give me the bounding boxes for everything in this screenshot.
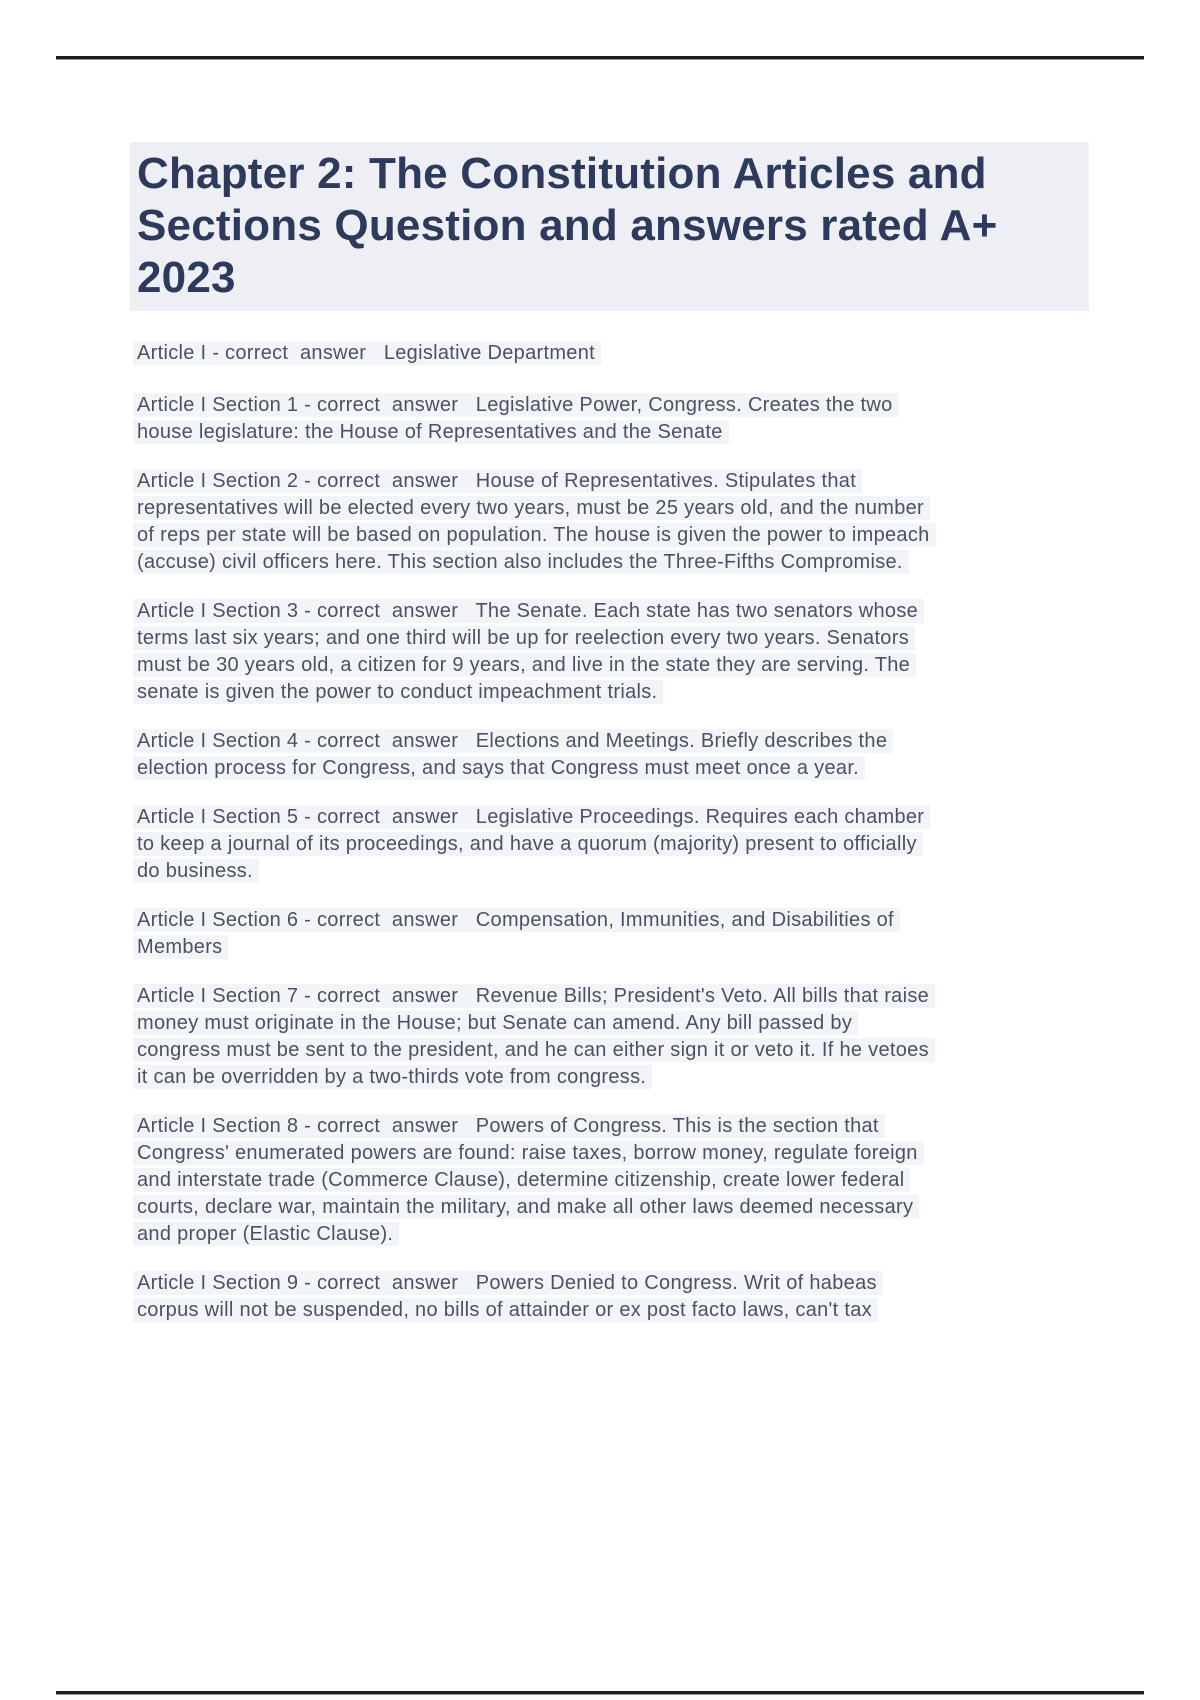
text-line — [137, 1269, 1147, 1296]
highlighted-text: Article I Section 3 - correct answer The Senate. Each state has two senators whose — [133, 599, 924, 623]
highlighted-text: Article I Section 5 - correct answer Legislative Proceedings. Requires each chamber — [133, 805, 930, 829]
text-line — [137, 727, 1147, 754]
document-body — [137, 339, 1147, 1345]
text-line — [137, 1063, 1147, 1090]
qa-paragraph — [137, 339, 1147, 366]
text-line — [137, 1112, 1147, 1139]
text-line — [137, 803, 1147, 830]
text-line — [137, 418, 1147, 445]
highlighted-text: must be 30 years old, a citizen for 9 years, and live in the state they are serving. The — [133, 653, 916, 677]
qa-paragraph — [137, 727, 1147, 781]
page-title-line: Sections Question and answers rated A+ — [137, 201, 998, 250]
qa-paragraph — [137, 906, 1147, 960]
highlighted-text: Article I Section 8 - correct answer Powers of Congress. This is the section that — [133, 1114, 885, 1138]
text-line — [137, 754, 1147, 781]
highlighted-text: of reps per state will be based on population. The house is given the power to impeach — [133, 523, 936, 547]
highlighted-text: Congress' enumerated powers are found: raise taxes, borrow money, regulate foreign — [133, 1141, 924, 1165]
page-title-line: Chapter 2: The Constitution Articles and — [137, 149, 987, 198]
page-title-line: 2023 — [137, 253, 236, 302]
text-line — [137, 651, 1147, 678]
text-line — [137, 391, 1147, 418]
text-line — [137, 906, 1147, 933]
text-line — [137, 933, 1147, 960]
highlighted-text: it can be overridden by a two-thirds vote from congress. — [133, 1065, 652, 1089]
page-title — [130, 142, 1089, 311]
qa-paragraph — [137, 391, 1147, 445]
highlighted-text: congress must be sent to the president, and he can either sign it or veto it. If he vetoes — [133, 1038, 935, 1062]
qa-paragraph — [137, 1269, 1147, 1323]
text-line — [137, 1009, 1147, 1036]
highlighted-text: Members — [133, 935, 228, 959]
highlighted-text: election process for Congress, and says that Congress must meet once a year. — [133, 756, 865, 780]
highlighted-text: terms last six years; and one third will be up for reelection every two years. Senators — [133, 626, 915, 650]
qa-paragraph — [137, 467, 1147, 575]
text-line — [137, 494, 1147, 521]
highlighted-text: and interstate trade (Commerce Clause), determine citizenship, create lower federal — [133, 1168, 910, 1192]
text-line — [137, 982, 1147, 1009]
text-line — [137, 521, 1147, 548]
highlighted-text: do business. — [133, 859, 259, 883]
highlighted-text: Article I Section 2 - correct answer House of Representatives. Stipulates that — [133, 469, 862, 493]
highlighted-text: Article I - correct answer Legislative Department — [133, 341, 601, 365]
text-line — [137, 1193, 1147, 1220]
text-line — [137, 597, 1147, 624]
qa-paragraph — [137, 982, 1147, 1090]
highlighted-text: representatives will be elected every two years, must be 25 years old, and the number — [133, 496, 930, 520]
qa-paragraph — [137, 1112, 1147, 1247]
footer-rule — [56, 1691, 1144, 1694]
text-line — [137, 624, 1147, 651]
highlighted-text: Article I Section 6 - correct answer Compensation, Immunities, and Disabilities of — [133, 908, 900, 932]
text-line — [137, 1036, 1147, 1063]
text-line — [137, 1296, 1147, 1323]
text-line — [137, 830, 1147, 857]
text-line — [137, 678, 1147, 705]
highlighted-text: courts, declare war, maintain the military, and make all other laws deemed necessary — [133, 1195, 919, 1219]
highlighted-text: Article I Section 9 - correct answer Powers Denied to Congress. Writ of habeas — [133, 1271, 883, 1295]
qa-paragraph — [137, 597, 1147, 705]
highlighted-text: Article I Section 7 - correct answer Revenue Bills; President's Veto. All bills that raise — [133, 984, 935, 1008]
text-line — [137, 1220, 1147, 1247]
highlighted-text: (accuse) civil officers here. This section also includes the Three-Fifths Compromise. — [133, 550, 909, 574]
highlighted-text: house legislature: the House of Representatives and the Senate — [133, 420, 729, 444]
text-line — [137, 857, 1147, 884]
highlighted-text: to keep a journal of its proceedings, and have a quorum (majority) present to officially — [133, 832, 923, 856]
header-rule — [56, 56, 1144, 59]
highlighted-text: and proper (Elastic Clause). — [133, 1222, 399, 1246]
text-line — [137, 339, 1147, 366]
highlighted-text: corpus will not be suspended, no bills of attainder or ex post facto laws, can't tax — [133, 1298, 878, 1322]
text-line — [137, 548, 1147, 575]
text-line — [137, 1139, 1147, 1166]
highlighted-text: money must originate in the House; but Senate can amend. Any bill passed by — [133, 1011, 858, 1035]
text-line — [137, 467, 1147, 494]
highlighted-text: senate is given the power to conduct impeachment trials. — [133, 680, 663, 704]
highlighted-text: Article I Section 4 - correct answer Elections and Meetings. Briefly describes the — [133, 729, 893, 753]
highlighted-text: Article I Section 1 - correct answer Legislative Power, Congress. Creates the two — [133, 393, 899, 417]
text-line — [137, 1166, 1147, 1193]
qa-paragraph — [137, 803, 1147, 884]
